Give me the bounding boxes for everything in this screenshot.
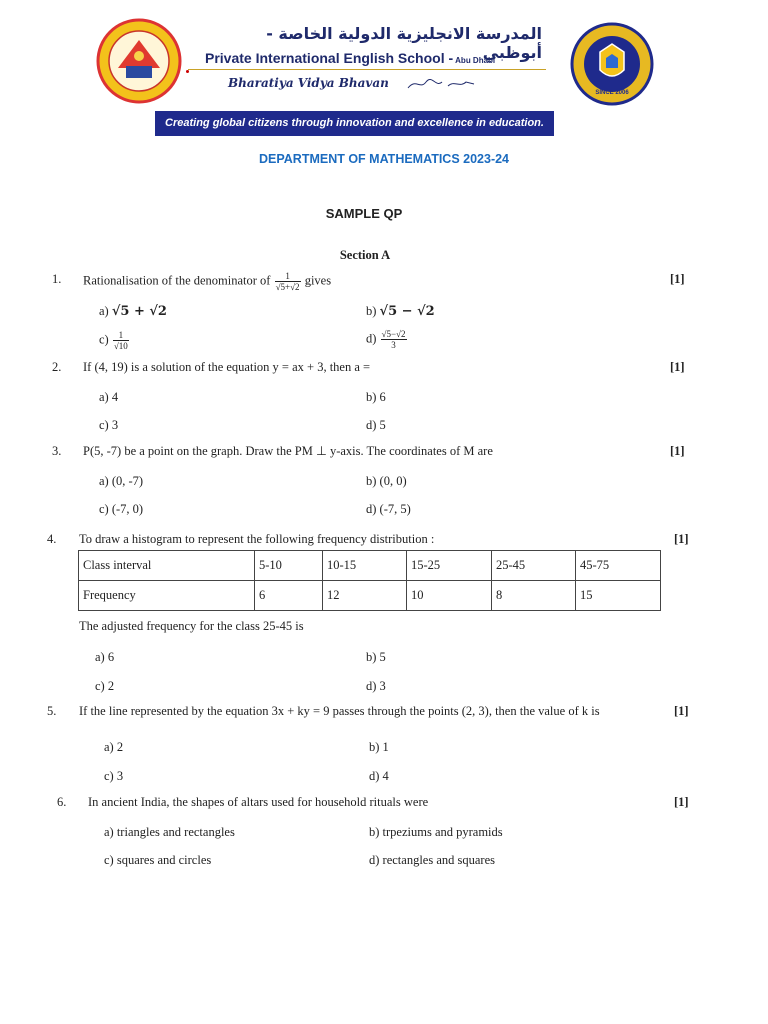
emblem-since-text: SINCE 2006: [595, 90, 629, 96]
q6-option-a[interactable]: a) triangles and rectangles: [104, 825, 235, 839]
q5-option-b[interactable]: b) 1: [369, 740, 389, 754]
q3-option-c[interactable]: c) (-7, 0): [99, 502, 144, 516]
q4-number: 4.: [47, 532, 57, 546]
q4-option-b[interactable]: b) 5: [366, 650, 386, 664]
table-cell: 12: [323, 581, 407, 611]
table-cell: 15-25: [407, 551, 492, 581]
q4-text: To draw a histogram to represent the following frequency distribution :: [79, 532, 435, 546]
bvb-emblem-logo: [570, 22, 654, 106]
q1-option-b[interactable]: b) √5 − √2: [366, 304, 435, 319]
q6-marks: [1]: [674, 795, 689, 809]
q4-marks: [1]: [674, 532, 689, 546]
q2-option-c[interactable]: c) 3: [99, 418, 119, 432]
paper-title: SAMPLE QP: [325, 206, 403, 221]
q1-number: 1.: [52, 272, 62, 286]
q1-option-a[interactable]: a) √5 + √2: [99, 304, 167, 319]
q1-text: Rationalisation of the denominator of $\frac{1}{√5+√2}$ gives: [83, 271, 332, 292]
table-row: [79, 581, 661, 611]
bvb-name: Bharatiya Vidya Bhavan: [228, 76, 389, 90]
q5-text: If the line represented by the equation 3x + ky = 9 passes through the points (2, 3), then the value of k is: [79, 704, 600, 718]
q6-option-c[interactable]: c) squares and circles: [104, 853, 212, 867]
department-title: DEPARTMENT OF MATHEMATICS 2023-24: [258, 152, 510, 166]
table-cell: 10: [407, 581, 492, 611]
q2-marks: [1]: [670, 360, 685, 374]
q5-marks: [1]: [674, 704, 689, 718]
table-cell: 5-10: [255, 551, 323, 581]
table-cell: 15: [576, 581, 661, 611]
q6-option-d[interactable]: d) rectangles and squares: [369, 853, 495, 867]
table-cell: 10-15: [323, 551, 407, 581]
header-divider: [188, 69, 546, 70]
school-city: Abu Dhabi: [455, 56, 496, 65]
frequency-table: [78, 550, 661, 611]
table-cell: 45-75: [576, 551, 661, 581]
table-cell: 8: [492, 581, 576, 611]
q5-option-a[interactable]: a) 2: [104, 740, 124, 754]
header-dot: [186, 70, 189, 73]
q4-option-a[interactable]: a) 6: [95, 650, 115, 664]
q2-text: If (4, 19) is a solution of the equation y = ax + 3, then a =: [83, 360, 371, 374]
table-cell: 6: [255, 581, 323, 611]
q1-option-c[interactable]: c) $\frac{1}{√10}$: [99, 330, 128, 351]
table-cell: Frequency: [79, 581, 255, 611]
school-crest-logo: [96, 18, 182, 104]
q3-text: P(5, -7) be a point on the graph. Draw the PM ⊥ y-axis. The coordinates of M are: [83, 444, 493, 458]
table-cell: Class interval: [79, 551, 255, 581]
q2-option-d[interactable]: d) 5: [366, 418, 386, 432]
q1-marks: [1]: [670, 272, 685, 286]
q5-option-d[interactable]: d) 4: [369, 769, 389, 783]
q3-marks: [1]: [670, 444, 685, 458]
q5-number: 5.: [47, 704, 57, 718]
q2-option-a[interactable]: a) 4: [99, 390, 119, 404]
q4-option-d[interactable]: d) 3: [366, 679, 386, 693]
q1-option-d[interactable]: d) $\frac{√5-√2}{3}$: [366, 329, 406, 350]
q6-option-b[interactable]: b) trpeziums and pyramids: [369, 825, 503, 839]
q6-number: 6.: [57, 795, 67, 809]
school-name-english: Private International English School - Abu Dhabi: [205, 50, 496, 66]
motto-banner: Creating global citizens through innovation and excellence in education.: [155, 111, 554, 136]
q3-number: 3.: [52, 444, 62, 458]
q1-fraction: $\frac{1}{√5+√2}$: [275, 271, 300, 292]
section-heading: Section A: [339, 248, 391, 262]
q2-option-b[interactable]: b) 6: [366, 390, 386, 404]
q3-option-b[interactable]: b) (0, 0): [366, 474, 407, 488]
q3-option-d[interactable]: d) (-7, 5): [366, 502, 411, 516]
q4-followup-text: The adjusted frequency for the class 25-45 is: [79, 619, 304, 633]
school-name-arabic: المدرسة الانجليزية الدولية الخاصة - أبوظبي: [266, 24, 542, 62]
middle-east-signature: [406, 76, 476, 92]
q4-option-c[interactable]: c) 2: [95, 679, 115, 693]
table-row: [79, 551, 661, 581]
q3-option-a[interactable]: a) (0, -7): [99, 474, 144, 488]
q2-number: 2.: [52, 360, 62, 374]
q6-text: In ancient India, the shapes of altars used for household rituals were: [88, 795, 429, 809]
table-cell: 25-45: [492, 551, 576, 581]
q5-option-c[interactable]: c) 3: [104, 769, 124, 783]
